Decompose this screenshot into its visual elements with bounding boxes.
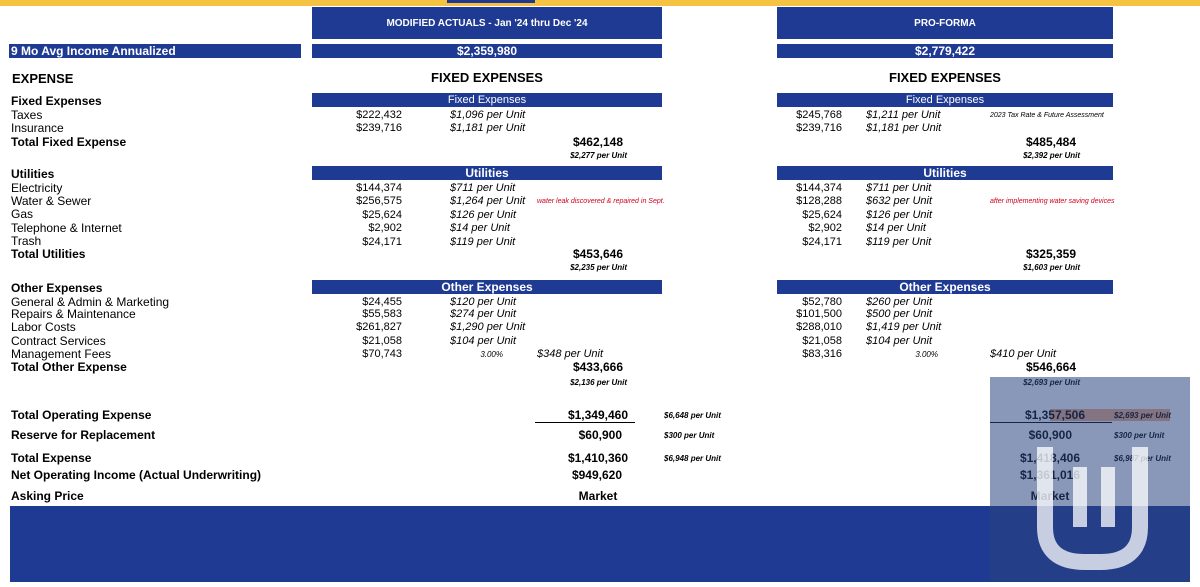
- proforma-amount: $52,780: [802, 296, 842, 308]
- total-fixed-per-actuals: $2,277 per Unit: [570, 151, 627, 160]
- fixed-expenses-bar-actuals: Fixed Expenses: [312, 93, 662, 107]
- row-label: Insurance: [11, 121, 64, 135]
- utilities-heading: Utilities: [11, 167, 55, 181]
- utilities-bar-proforma: Utilities: [777, 166, 1113, 180]
- actuals-header: MODIFIED ACTUALS - Jan '24 thru Dec '24: [312, 7, 662, 39]
- actuals-amount: $24,455: [362, 296, 402, 308]
- row-label: Taxes: [11, 108, 43, 122]
- proforma-per-unit: $119 per Unit: [866, 236, 932, 248]
- income-label-bar: 9 Mo Avg Income Annualized: [9, 44, 301, 58]
- income-actuals: $2,359,980: [312, 44, 662, 58]
- actuals-note: water leak discovered & repaired in Sept.: [537, 198, 665, 205]
- other-expenses-heading: Other Expenses: [11, 281, 103, 295]
- total-fixed-actuals: $462,148: [572, 135, 623, 149]
- proforma-amount: $2,902: [808, 222, 842, 234]
- watermark-overlay: [990, 377, 1190, 582]
- actuals-amount: $55,583: [362, 308, 402, 320]
- row-label: Contract Services: [11, 334, 106, 348]
- actuals-per-unit: $1,096 per Unit: [450, 109, 526, 121]
- total-other-per-actuals: $2,136 per Unit: [570, 378, 627, 387]
- proforma-amount: $25,624: [802, 209, 842, 221]
- proforma-amount: $245,768: [796, 109, 842, 121]
- total-fixed-label: Total Fixed Expense: [11, 135, 127, 149]
- proforma-header: PRO-FORMA: [777, 7, 1113, 39]
- row-label: Water & Sewer: [11, 194, 92, 208]
- total-utilities-per-proforma: $1,603 per Unit: [1023, 263, 1080, 272]
- proforma-per-unit: $500 per Unit: [866, 308, 933, 320]
- actuals-amount: $25,624: [362, 209, 402, 221]
- proforma-per-unit: $126 per Unit: [866, 209, 933, 221]
- actuals-per-unit: $1,181 per Unit: [450, 122, 526, 134]
- noi-label: Net Operating Income (Actual Underwriting): [11, 468, 262, 482]
- proforma-note: 2023 Tax Rate & Future Assessment: [990, 112, 1104, 119]
- fixed-expenses-title-actuals: FIXED EXPENSES: [431, 70, 543, 85]
- proforma-per-unit: $410 per Unit: [990, 348, 1057, 360]
- row-label: General & Admin & Marketing: [11, 295, 170, 309]
- proforma-percent: 3.00%: [915, 350, 938, 359]
- actuals-per-unit: $1,290 per Unit: [450, 321, 526, 333]
- total-utilities-actuals: $453,646: [572, 247, 623, 261]
- toe-underline-actuals: [535, 422, 635, 423]
- actuals-amount: $222,432: [356, 109, 402, 121]
- row-label: Trash: [11, 234, 42, 248]
- proforma-per-unit: $1,181 per Unit: [866, 122, 942, 134]
- noi-actuals: $949,620: [571, 468, 622, 482]
- total-expense-label: Total Expense: [11, 451, 92, 465]
- actuals-amount: $21,058: [362, 335, 402, 347]
- actuals-amount: $239,716: [356, 122, 402, 134]
- other-expenses-bar-actuals: Other Expenses: [312, 280, 662, 294]
- total-utilities-label: Total Utilities: [11, 247, 86, 261]
- proforma-per-unit: $1,211 per Unit: [866, 109, 941, 121]
- row-label: Electricity: [11, 181, 63, 195]
- total-utilities-proforma: $325,359: [1025, 247, 1076, 261]
- expense-title: EXPENSE: [12, 71, 74, 86]
- actuals-per-unit: $1,264 per Unit: [450, 195, 526, 207]
- proforma-amount: $128,288: [796, 195, 842, 207]
- logo-watermark-icon: [990, 377, 1190, 582]
- total-fixed-proforma: $485,484: [1025, 135, 1076, 149]
- actuals-amount: $256,575: [356, 195, 402, 207]
- asking-price-label: Asking Price: [11, 489, 84, 503]
- reserve-per-actuals: $300 per Unit: [664, 431, 715, 440]
- proforma-note: after implementing water saving devices: [990, 198, 1115, 205]
- row-label: Telephone & Internet: [11, 221, 122, 235]
- actuals-per-unit: $274 per Unit: [450, 308, 517, 320]
- actuals-per-unit: $119 per Unit: [450, 236, 516, 248]
- actuals-amount: $24,171: [362, 236, 402, 248]
- proforma-amount: $239,716: [796, 122, 842, 134]
- total-utilities-per-actuals: $2,235 per Unit: [570, 263, 627, 272]
- total-operating-expense-label: Total Operating Expense: [11, 408, 152, 422]
- actuals-percent: 3.00%: [480, 350, 503, 359]
- proforma-amount: $144,374: [796, 182, 842, 194]
- proforma-per-unit: $632 per Unit: [866, 195, 933, 207]
- proforma-amount: $288,010: [796, 321, 842, 333]
- total-other-label: Total Other Expense: [11, 360, 127, 374]
- actuals-amount: $261,827: [356, 321, 402, 333]
- te-per-actuals: $6,948 per Unit: [664, 454, 721, 463]
- row-label: Repairs & Maintenance: [11, 307, 136, 321]
- reserve-label: Reserve for Replacement: [11, 428, 156, 442]
- toe-actuals: $1,349,460: [567, 408, 628, 422]
- row-label: Management Fees: [11, 347, 112, 361]
- proforma-amount: $101,500: [796, 308, 842, 320]
- proforma-per-unit: $104 per Unit: [866, 335, 933, 347]
- fixed-expenses-heading: Fixed Expenses: [11, 94, 102, 108]
- proforma-amount: $83,316: [802, 348, 842, 360]
- actuals-per-unit: $104 per Unit: [450, 335, 517, 347]
- actuals-per-unit: $126 per Unit: [450, 209, 517, 221]
- proforma-amount: $24,171: [802, 236, 842, 248]
- actuals-amount: $144,374: [356, 182, 402, 194]
- top-accent-line: [0, 0, 1200, 6]
- actuals-amount: $70,743: [362, 348, 402, 360]
- reserve-actuals: $60,900: [578, 428, 622, 442]
- actuals-per-unit: $120 per Unit: [450, 296, 517, 308]
- row-label: Gas: [11, 207, 34, 221]
- proforma-per-unit: $14 per Unit: [866, 222, 926, 234]
- actuals-amount: $2,902: [368, 222, 402, 234]
- sheet-tab-marker: [447, 0, 535, 3]
- total-fixed-per-proforma: $2,392 per Unit: [1023, 151, 1080, 160]
- actuals-per-unit: $348 per Unit: [537, 348, 604, 360]
- fixed-expenses-title-proforma: FIXED EXPENSES: [889, 70, 1001, 85]
- row-label: Labor Costs: [11, 320, 76, 334]
- toe-per-actuals: $6,648 per Unit: [664, 411, 721, 420]
- total-other-proforma: $546,664: [1025, 360, 1076, 374]
- utilities-bar-actuals: Utilities: [312, 166, 662, 180]
- asking-actuals: Market: [578, 489, 618, 503]
- actuals-per-unit: $14 per Unit: [450, 222, 510, 234]
- income-proforma: $2,779,422: [777, 44, 1113, 58]
- other-expenses-bar-proforma: Other Expenses: [777, 280, 1113, 294]
- proforma-per-unit: $711 per Unit: [866, 182, 932, 194]
- te-actuals: $1,410,360: [567, 451, 628, 465]
- actuals-per-unit: $711 per Unit: [450, 182, 516, 194]
- proforma-per-unit: $1,419 per Unit: [866, 321, 942, 333]
- total-other-actuals: $433,666: [572, 360, 623, 374]
- fixed-expenses-bar-proforma: Fixed Expenses: [777, 93, 1113, 107]
- proforma-per-unit: $260 per Unit: [866, 296, 933, 308]
- proforma-amount: $21,058: [802, 335, 842, 347]
